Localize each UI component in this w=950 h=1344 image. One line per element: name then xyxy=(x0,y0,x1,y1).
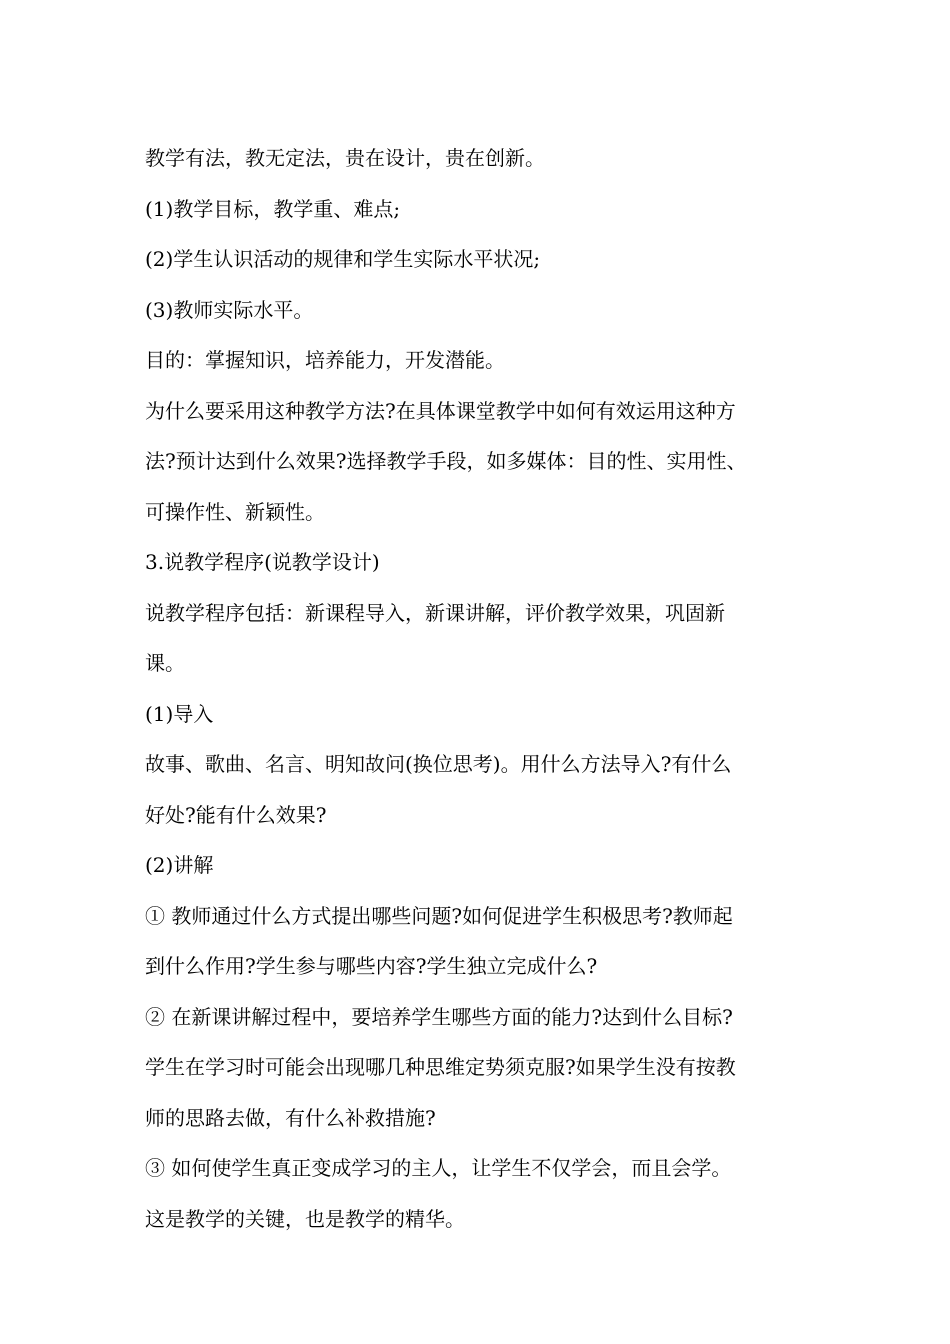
text-line: ② 在新课讲解过程中，要培养学生哪些方面的能力?达到什么目标? xyxy=(145,1004,733,1029)
text-line: 这是教学的关键，也是教学的精华。 xyxy=(145,1206,465,1231)
text-line: (2)学生认识活动的规律和学生实际水平状况; xyxy=(145,247,541,271)
subsection-heading: (2)讲解 xyxy=(145,853,214,877)
text-line: 目的：掌握知识，培养能力，开发潜能。 xyxy=(145,348,505,372)
text-line: (1)教学目标，教学重、难点; xyxy=(145,196,401,221)
text-line: 学生在学习时可能会出现哪几种思维定势须克服?如果学生没有按教 xyxy=(145,1055,736,1079)
text-line: 好处?能有什么效果? xyxy=(145,802,327,827)
text-line: 课。 xyxy=(145,651,185,675)
text-line: 可操作性、新颖性。 xyxy=(145,499,325,524)
text-line: 法?预计达到什么效果?选择教学手段，如多媒体：目的性、实用性、 xyxy=(145,449,747,473)
text-line: ① 教师通过什么方式提出哪些问题?如何促进学生积极思考?教师起 xyxy=(145,903,733,928)
text-line: 说教学程序包括：新课程导入，新课讲解，评价教学效果，巩固新 xyxy=(145,600,725,625)
text-line: 到什么作用?学生参与哪些内容?学生独立完成什么? xyxy=(145,954,598,978)
text-line: 师的思路去做，有什么补救措施? xyxy=(145,1105,436,1130)
text-line: ③ 如何使学生真正变成学习的主人，让学生不仅学会，而且会学。 xyxy=(145,1156,732,1180)
text-line: 教学有法，教无定法，贵在设计，贵在创新。 xyxy=(145,146,545,170)
document-body xyxy=(145,133,815,1244)
subsection-heading: (1)导入 xyxy=(145,701,214,726)
text-line: (3)教师实际水平。 xyxy=(145,297,314,322)
text-line: 为什么要采用这种教学方法?在具体课堂教学中如何有效运用这种方 xyxy=(145,398,736,423)
text-line: 故事、歌曲、名言、明知故问(换位思考)。用什么方法导入?有什么 xyxy=(145,752,732,776)
section-heading: 3.说教学程序(说教学设计) xyxy=(145,550,380,574)
